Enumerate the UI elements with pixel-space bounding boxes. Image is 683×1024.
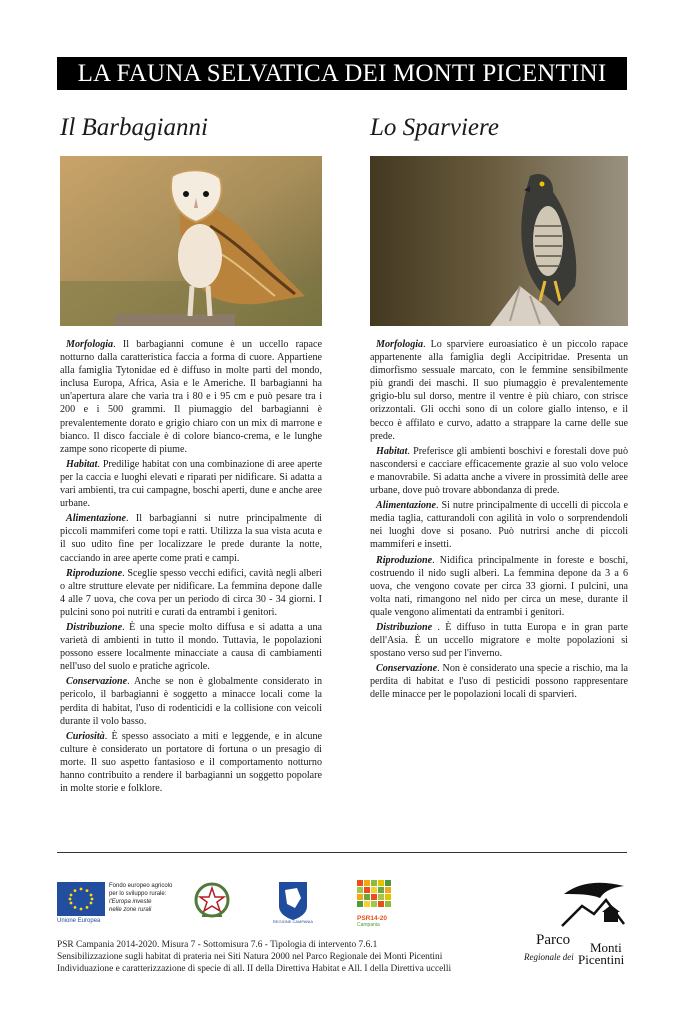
paragraph: Distribuzione. È una specie molto diffusa e si adatta a una varietà di ambienti in tutto il mondo. Tuttavia, le popolazioni possono essere localmente minacciate a causa di cambiamenti nell'uso del suolo e pratiche agricole. [60, 621, 322, 673]
footer-line: PSR Campania 2014-2020. Misura 7 - Sottomisura 7.6 - Tipologia di intervento 7.6.1 [57, 940, 378, 950]
barbagianni-title: Il Barbagianni [60, 114, 208, 141]
footer-line: Individuazione e caratterizzazione di specie di all. II della Direttiva Habitat e All. I della Direttiva uccelli [57, 964, 452, 975]
project-description [57, 939, 487, 976]
barbagianni-text [60, 338, 322, 795]
eu-flag-logo [57, 882, 105, 916]
eagle-mountain-icon [560, 878, 630, 928]
paragraph: Alimentazione. Si nutre principalmente di uccelli di piccola e media taglia, catturandoli con agilità in volo o sorprendendoli nei luoghi dove si posano. Può nutrirsi anche di piccoli mammiferi e insetti. [370, 500, 628, 551]
footer-divider [57, 852, 627, 853]
sparviere-text [370, 338, 628, 702]
barn-owl-photo [60, 156, 322, 326]
eu-caption: Unione Europea [57, 918, 101, 924]
sparrowhawk-photo [370, 156, 628, 326]
paragraph: Curiosità. È spesso associato a miti e leggende, e in alcune culture è considerato un portatore di fortuna o un presagio di morte. Il suo aspetto fantasioso e il comportamento notturno hanno contribuito a rendere il barbagianni un soggetto popolare in molte storie e folklore. [60, 730, 322, 795]
paragraph: Habitat. Predilige habitat con una combinazione di aree aperte per la caccia e luoghi elevati e riparati per nidificare. Si adatta a vari ambienti, tra cui campagne, boschi aperti, dune e anche aree urbane. [60, 458, 322, 510]
footer-line: Sensibilizzazione sugli habitat di prateria nei Siti Natura 2000 nel Parco Regionale dei Monti Picentini [57, 952, 443, 963]
paragraph: Conservazione. Non è considerato una specie a rischio, ma la perdita di habitat e l'uso di pesticidi possono rappresentare delle minacce per le popolazioni locali di sparvieri. [370, 663, 628, 701]
svg-text:REGIONE CAMPANIA: REGIONE CAMPANIA [272, 919, 314, 924]
paragraph: Habitat. Preferisce gli ambienti boschivi e forestali dove può nascondersi e cacciare efficacemente grazie al suo volo veloce e manovrabile. Si adatta anche a vivere in prossimità delle aree urbane, dove può trovare abbondanza di prede. [370, 445, 628, 497]
eafrd-text: Fondo europeo agricolo per lo sviluppo rurale: l'Europa investe nelle zone rurali [109, 883, 173, 913]
sparviere-column [370, 112, 628, 704]
paragraph: Morfologia. Lo sparviere euroasiatico è un piccolo rapace appartenente alla famiglia degli Accipitridae. Presenta un dimorfismo sessuale marcato, con le femmine sensibilmente più grandi dei maschi. Il suo piumaggio è prevalentemente grigio-blu sul dorso, mentre il ventre è più chiaro, con strisce orizzontali. Gli occhi sono di un colore giallo intenso, e il becco è affilato e curvo, adatto a strappare la carne delle sue prede. [370, 339, 628, 442]
parco-monti-picentini-logo: Parco Monti Regionale dei Picentini [520, 878, 630, 968]
page-banner: LA FAUNA SELVATICA DEI MONTI PICENTINI [57, 57, 627, 90]
italian-emblem-logo [192, 880, 232, 922]
paragraph: Riproduzione. Nidifica principalmente in foreste e boschi, costruendo il nido sugli alberi. La femmina depone da 3 a 6 uova, che vengono covate per circa 33 giorni. I pulcini, una volta nati, rimangono nel nido per circa un mese, durante il quale vengono alimentati da entrambi i genitori. [370, 554, 628, 618]
paragraph: Morfologia. Il barbagianni comune è un uccello rapace notturno dalla caratteristica faccia a forma di cuore. Appartiene alla famiglia Tytonidae ed è diffuso in molte parti del mondo, inclusa Europa, Africa, Asia e le Americhe. Il barbagianni ha un'apertura alare che varia tra i 80 e i 95 cm e può pesare tra i 200 e i 500 grammi. Il piumaggio del barbagianni è prevalentemente dorato e grigio chiaro con un mix di marrone e bianco. Il disco facciale è di colore bianco-crema, e le lunghe zampe sono ricoperte di piume. [60, 339, 322, 455]
sparviere-title: Lo Sparviere [370, 114, 499, 141]
paragraph: Conservazione. Anche se non è globalmente considerato in pericolo, il barbagianni è soggetto a minacce locali come la perdita di habitat, l'uso di rodenticidi e la collisione con veicoli durante il volo basso. [60, 676, 322, 727]
psr-logo: PSR14-20 Campania [357, 880, 397, 926]
paragraph: Riproduzione. Sceglie spesso vecchi edifici, cavità negli alberi o altre strutture elevate per nidificare. La femmina depone dalle 4 alle 7 uova, che cova per un periodo di circa 30 - 34 giorni. I pulcini sono poi nutriti e curati da entrambi i genitori. [60, 567, 322, 618]
paragraph: Distribuzione . È diffuso in tutta Europa e in gran parte dell'Asia. È un uccello migratore e molte popolazioni si spostano verso sud per l'inverno. [370, 621, 628, 660]
sponsor-logos [57, 878, 417, 928]
regione-campania-logo [272, 880, 314, 924]
barbagianni-column [60, 112, 322, 797]
paragraph: Alimentazione. Il barbagianni si nutre principalmente di piccoli mammiferi come topi e ratti. Utilizza la sua vista acuta e il suo udito fine per localizzare le prede durante la notte, cacciando in aree aperte come prati e campi. [60, 513, 322, 564]
